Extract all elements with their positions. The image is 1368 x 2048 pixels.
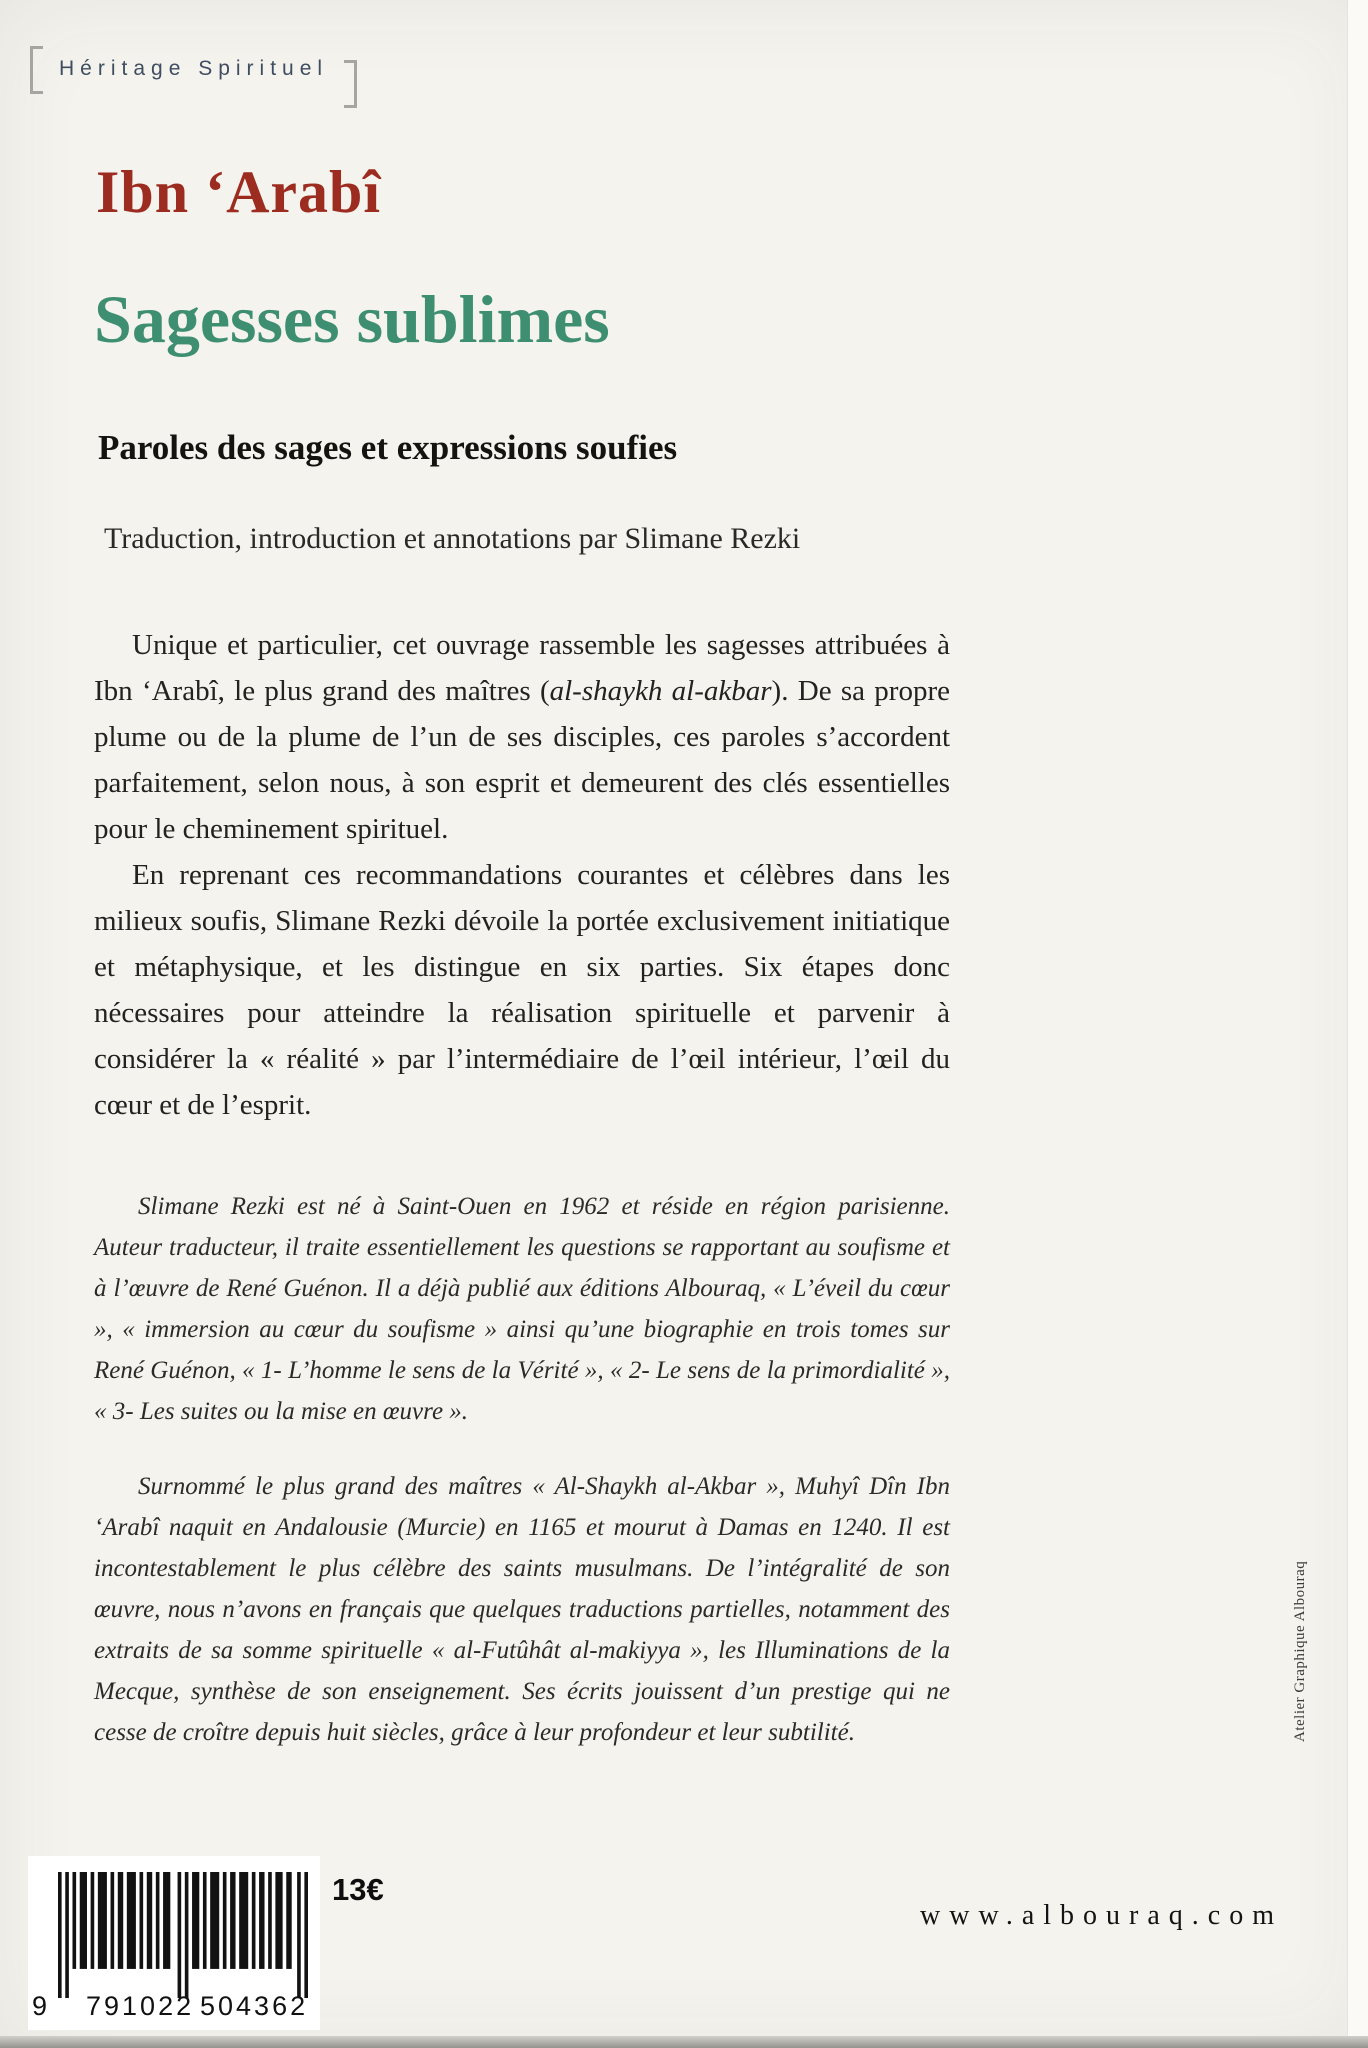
synopsis-p1-text: Unique et particulier, cet ouvrage rassemble les sagesses attribuées à Ibn ‘Arabî, le plus grand des maîtres ( — [94, 629, 950, 707]
synopsis-paragraph-2: En reprenant ces recommandations courantes et célèbres dans les milieux soufis, Slimane Rezki dévoile la portée exclusivement initiatique et métaphysique, et les distingue en six parties. Six étapes donc nécessaires pour atteindre la réalisation spirituelle et parvenir à considérer la « réalité » par l’intermédiaire de l’œil intérieur, l’œil du cœur et de l’esprit. — [94, 859, 950, 1121]
scan-edge-right — [1347, 0, 1368, 2048]
price-label: 13€ — [332, 1872, 384, 1907]
translator-bio: Slimane Rezki est né à Saint-Ouen en 1962 et réside en région parisienne. Auteur traducteur, il traite essentiellement les questions se rapportant au soufisme et à l’œuvre de René Guénon. Il a déjà publié aux éditions Albouraq, « L’éveil du cœur », « immersion au cœur du soufisme » ainsi qu’une biographie en trois tomes sur René Guénon, « 1- L’homme le sens de la Vérité », « 2- Le sens de la primordialité », « 3- Les suites ou la mise en œuvre ». — [94, 1193, 950, 1425]
barcode — [28, 1856, 320, 2030]
italic-arabic-term: al-shaykh al-akbar — [549, 675, 772, 707]
left-bracket-icon — [30, 46, 43, 94]
author-name: Ibn ‘Arabî — [96, 159, 382, 225]
publisher-website: www.albouraq.com — [920, 1900, 1284, 1931]
collection-label: Héritage Spirituel — [59, 57, 329, 80]
barcode-group-1: 791022 — [86, 1991, 195, 2021]
collection-badge — [30, 46, 357, 108]
synopsis-p1-text-continued: ). De sa propre plume ou de la plume de l’un de ses disciples, ces paroles s’accordent parfaitement, selon nous, à son esprit et demeurent des clés essentielles pour le cheminement spirituel. — [94, 675, 950, 845]
subject-bio: Surnommé le plus grand des maîtres « Al-Shaykh al-Akbar », Muhyî Dîn Ibn ‘Arabî naquit en Andalousie (Murcie) en 1165 et mourut à Damas en 1240. Il est incontestablement le plus célèbre des saints musulmans. De l’intégralité de son œuvre, nous n’avons en français que quelques traductions partielles, notamment des extraits de sa somme spirituelle « al-Futûhât al-makiyya », les Illuminations de la Mecque, synthèse de son enseignement. Ses écrits jouissent d’un prestige qui ne cesse de croître depuis huit siècles, grâce à leur profondeur et leur subtilité. — [94, 1473, 950, 1746]
book-title: Sagesses sublimes — [94, 281, 610, 357]
biographies — [94, 1186, 950, 1753]
printer-credit-vertical: Atelier Graphique Albouraq — [1292, 1560, 1308, 1742]
synopsis — [94, 622, 950, 1128]
back-cover-text-column — [94, 622, 950, 1753]
barcode-lead-digit: 9 — [32, 1991, 51, 2021]
translation-credit: Traduction, introduction et annotations par Slimane Rezki — [104, 522, 801, 555]
scan-edge-bottom — [0, 2036, 1368, 2048]
synopsis-paragraph-1 — [94, 622, 950, 852]
right-bracket-icon — [344, 60, 357, 108]
barcode-bars-icon — [58, 1872, 308, 1998]
barcode-group-2: 504362 — [200, 1991, 309, 2021]
book-subtitle: Paroles des sages et expressions soufies — [98, 428, 678, 467]
